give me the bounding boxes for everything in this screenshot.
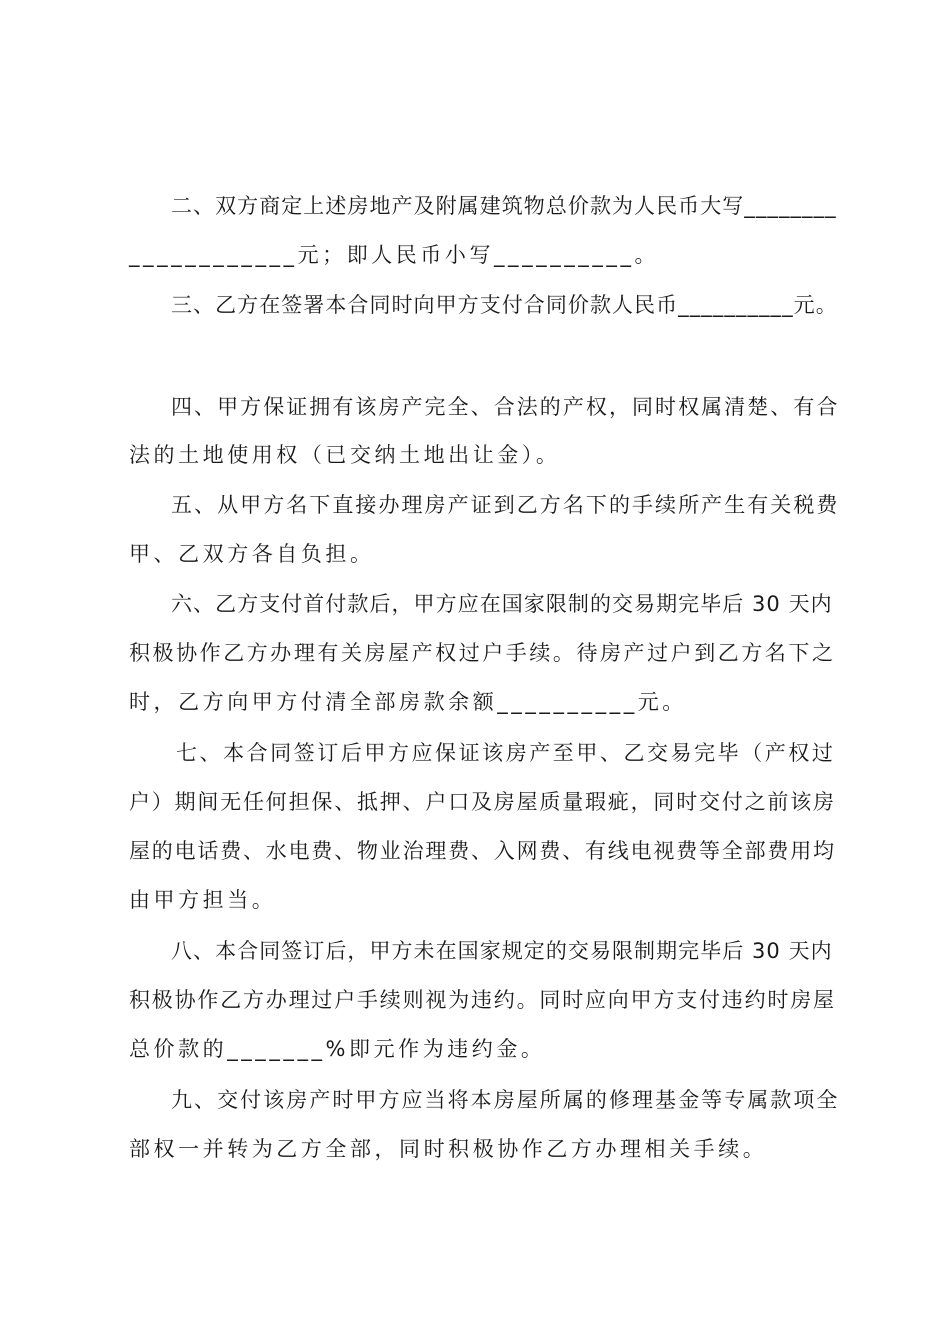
clause-line: 甲、乙双方各自负担。	[129, 542, 375, 566]
clause-line: 二、双方商定上述房地产及附属建筑物总价款为人民币大写________	[171, 194, 837, 218]
clause-line: 法的土地使用权（已交纳土地出让金）。	[129, 443, 561, 467]
clause-line: 四、甲方保证拥有该房产完全、合法的产权，同时权属清楚、有合	[171, 395, 840, 419]
clause-line: 总价款的_______%即元作为违约金。	[129, 1037, 546, 1061]
clause-line: 户）期间无任何担保、抵押、户口及房屋质量瑕疵，同时交付之前该房	[129, 790, 836, 814]
clause-line: 五、从甲方名下直接办理房产证到乙方名下的手续所产生有关税费	[171, 493, 840, 517]
clause-line: 积极协作乙方办理有关房屋产权过户手续。待房产过户到乙方名下之	[129, 641, 836, 665]
clause-line: 屋的电话费、水电费、物业治理费、入网费、有线电视费等全部费用均	[129, 839, 836, 863]
clause-line: 积极协作乙方办理过户手续则视为违约。同时应向甲方支付违约时房屋	[129, 988, 836, 1012]
clause-line: 八、本合同签订后，甲方未在国家规定的交易限制期完毕后 30 天内	[171, 939, 833, 963]
clause-line: 七、本合同签订后甲方应保证该房产至甲、乙交易完毕（产权过	[176, 741, 836, 765]
clause-line: 九、交付该房产时甲方应当将本房屋所属的修理基金等专属款项全	[171, 1088, 840, 1112]
clause-line: 由甲方担当。	[129, 888, 277, 912]
clause-line: 时，乙方向甲方付清全部房款余额__________元。	[129, 690, 687, 714]
clause-line: 三、乙方在签署本合同时向甲方支付合同价款人民币__________元。	[171, 293, 838, 317]
clause-line: 六、乙方支付首付款后，甲方应在国家限制的交易期完毕后 30 天内	[171, 592, 833, 616]
clause-line: ____________元；即人民币小写__________。	[129, 243, 660, 267]
clause-line: 部权一并转为乙方全部，同时积极协作乙方办理相关手续。	[129, 1137, 768, 1161]
